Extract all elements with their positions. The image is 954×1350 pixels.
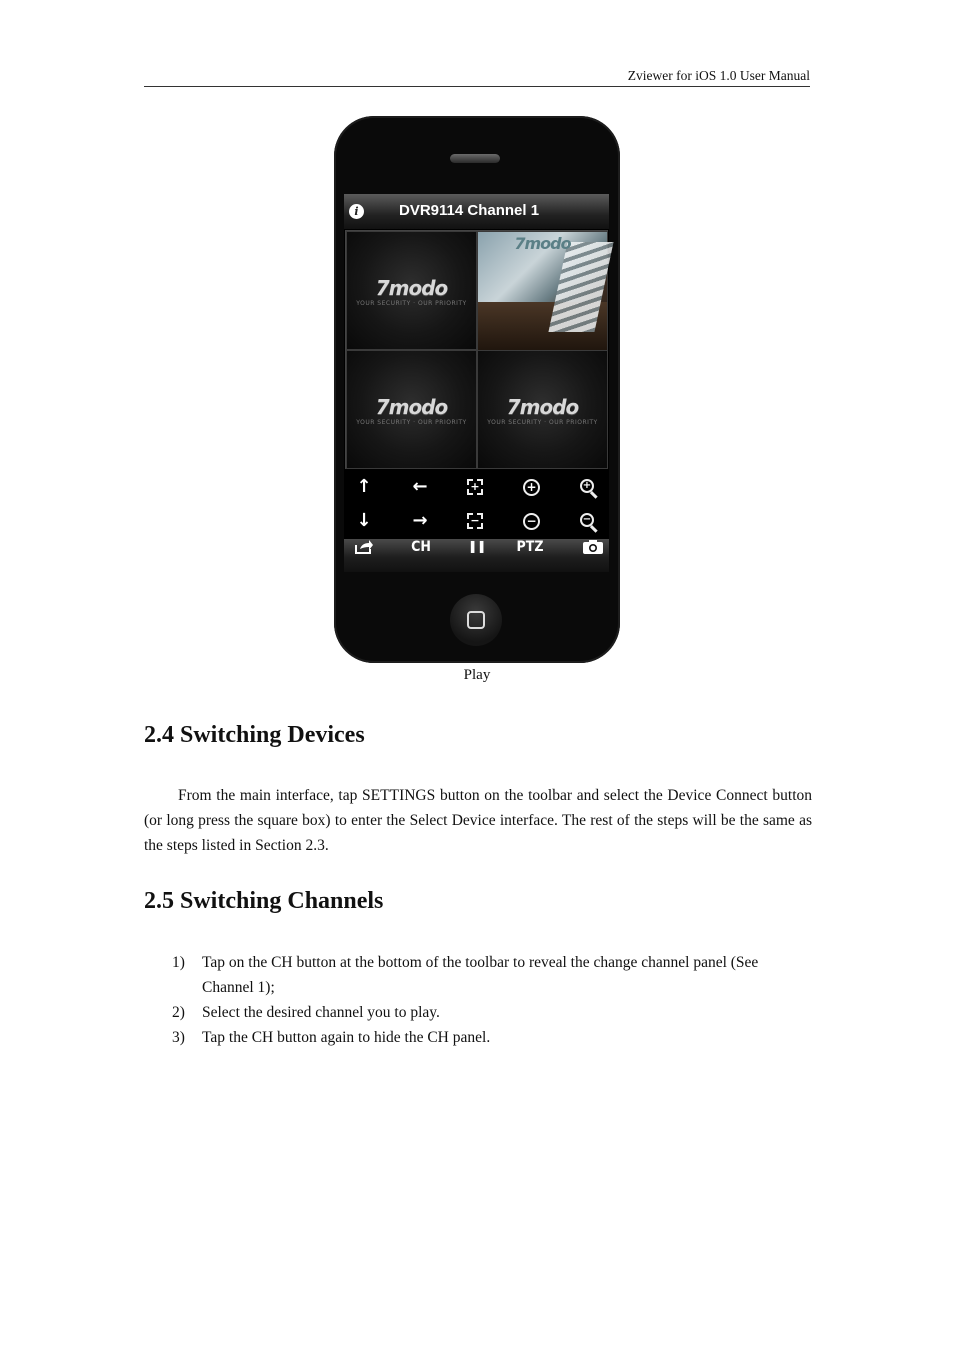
channel-tile-live[interactable] xyxy=(477,231,608,350)
list-item xyxy=(144,1000,812,1025)
step-text: Tap the CH button again to hide the CH panel. xyxy=(202,1029,491,1046)
channel-tile[interactable] xyxy=(346,231,477,350)
camera-icon[interactable] xyxy=(578,539,608,572)
section-heading-2-4: 2.4 Switching Devices xyxy=(144,722,365,748)
left-arrow-icon[interactable]: ← xyxy=(412,476,428,497)
list-item xyxy=(144,1025,812,1050)
zoom-out-icon[interactable]: − xyxy=(580,513,594,527)
page-header xyxy=(144,66,810,87)
zmodo-logo: 7modo xyxy=(375,276,448,300)
header-title: Zviewer for iOS 1.0 User Manual xyxy=(627,68,810,83)
up-arrow-icon[interactable]: ↑ xyxy=(356,476,372,497)
phone-speaker xyxy=(450,154,500,163)
step-text: Select the desired channel you to play. xyxy=(202,1004,440,1021)
phone-screen xyxy=(344,194,609,572)
step-number: 2) xyxy=(172,1004,185,1021)
pause-button[interactable]: ❚❚ xyxy=(467,539,487,553)
zmodo-logo: 7modo xyxy=(506,395,579,419)
focus-in-icon[interactable]: + xyxy=(523,479,540,496)
home-button[interactable] xyxy=(450,594,502,646)
section-heading-2-5: 2.5 Switching Channels xyxy=(144,888,384,914)
steps-list xyxy=(144,950,812,1050)
info-icon[interactable]: i xyxy=(349,204,364,219)
zoom-frame-in-icon[interactable]: + xyxy=(467,479,483,495)
step-number: 1) xyxy=(172,954,185,971)
ch-button[interactable]: CH xyxy=(411,539,431,555)
screen-title: DVR9114 Channel 1 xyxy=(399,202,540,219)
channel-tile[interactable] xyxy=(346,350,477,469)
zmodo-logo: 7modo xyxy=(514,234,571,253)
phone-mockup xyxy=(334,116,620,663)
step-number: 3) xyxy=(172,1029,185,1046)
down-arrow-icon[interactable]: ↓ xyxy=(356,510,372,531)
channel-grid xyxy=(345,230,608,469)
zmodo-logo: 7modo xyxy=(375,395,448,419)
home-square-icon xyxy=(467,611,485,629)
figure-caption: Play xyxy=(463,667,491,683)
bottom-toolbar xyxy=(344,539,609,572)
logo-tagline: YOUR SECURITY · OUR PRIORITY xyxy=(356,300,467,307)
section-2-4-body: From the main interface, tap SETTINGS button on the toolbar and select the Device Connect button (or long press the square box) to enter the Select Device interface. The rest of the steps will be the same as the steps listed in Section 2.3. xyxy=(144,787,812,854)
screen-titlebar xyxy=(344,194,609,229)
channel-tile[interactable] xyxy=(477,350,608,469)
zoom-in-icon[interactable]: + xyxy=(580,479,594,493)
step-text: Tap on the CH button at the bottom of the toolbar to reveal the change channel panel (See Channel 1); xyxy=(202,954,759,996)
list-item xyxy=(144,950,812,1000)
ptz-button[interactable]: PTZ xyxy=(516,539,544,555)
share-icon[interactable] xyxy=(349,539,379,572)
logo-tagline: YOUR SECURITY · OUR PRIORITY xyxy=(356,419,467,426)
logo-tagline: YOUR SECURITY · OUR PRIORITY xyxy=(487,419,598,426)
zoom-frame-out-icon[interactable]: − xyxy=(467,513,483,529)
focus-out-icon[interactable]: − xyxy=(523,513,540,530)
right-arrow-icon[interactable]: → xyxy=(412,510,428,531)
